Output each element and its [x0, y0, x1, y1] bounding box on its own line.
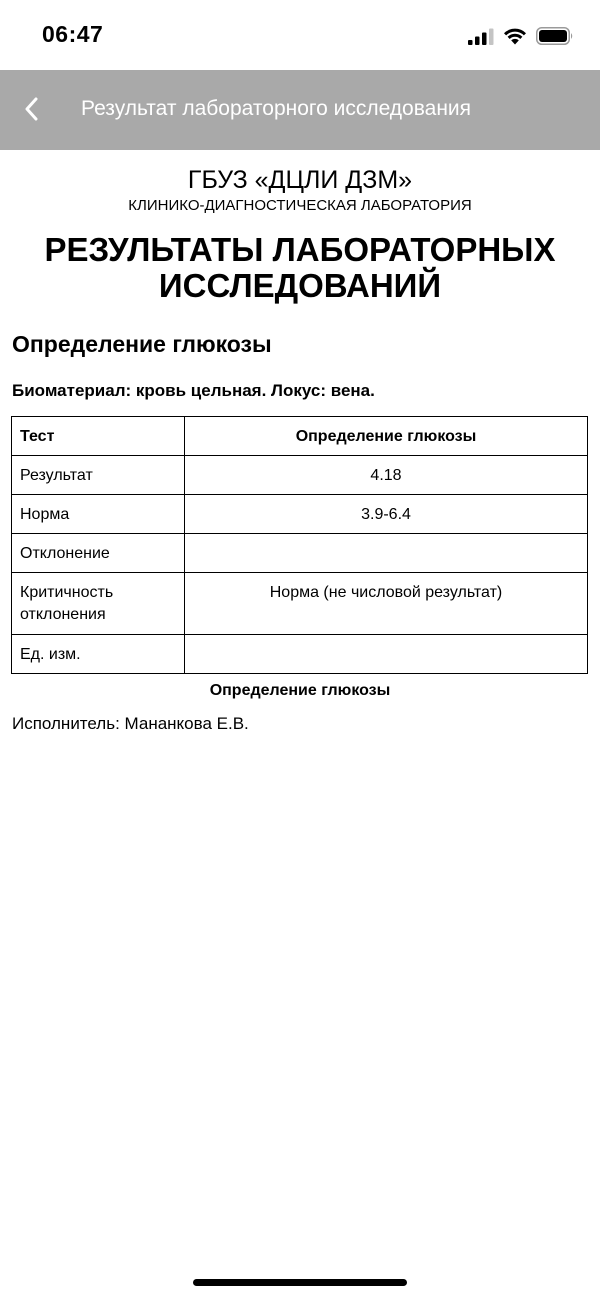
status-bar: [0, 0, 600, 70]
status-icons: [468, 24, 574, 48]
home-indicator[interactable]: [193, 1279, 407, 1286]
table-cell-value: [185, 534, 588, 573]
table-cell-label: Ед. изм.: [12, 635, 185, 674]
table-row: [12, 534, 588, 573]
report-title: РЕЗУЛЬТАТЫ ЛАБОРАТОРНЫХ ИССЛЕДОВАНИЙ: [44, 231, 556, 304]
back-button[interactable]: [14, 92, 48, 126]
navigation-bar: [0, 70, 600, 150]
table-cell-label: Тест: [12, 417, 185, 456]
table-cell-label: Результат: [12, 456, 185, 495]
lab-report: [0, 150, 600, 733]
page-title: Результат лабораторного исследования: [81, 97, 472, 120]
wifi-icon: [503, 27, 527, 45]
executor-name: Исполнитель: Мананкова Е.В.: [12, 714, 249, 733]
chevron-left-icon: [24, 97, 38, 121]
table-cell-label: Критичность отклонения: [12, 573, 185, 635]
footer-test-name: Определение глюкозы: [209, 682, 391, 699]
table-cell-label: Норма: [12, 495, 185, 534]
cellular-signal-icon: [468, 28, 494, 45]
table-cell-value: 4.18: [185, 456, 588, 495]
section-title: Определение глюкозы: [12, 331, 272, 357]
table-cell-label: Отклонение: [12, 534, 185, 573]
organization-subtitle: КЛИНИКО-ДИАГНОСТИЧЕСКАЯ ЛАБОРАТОРИЯ: [128, 197, 472, 214]
table-row: [12, 573, 588, 635]
table-cell-value: [185, 635, 588, 674]
table-row: [12, 495, 588, 534]
results-table: [11, 416, 588, 674]
status-time: 06:47: [42, 21, 104, 47]
table-row: [12, 456, 588, 495]
table-cell-value: Норма (не числовой результат): [185, 573, 588, 635]
biomaterial-info: Биоматериал: кровь цельная. Локус: вена.: [12, 381, 375, 400]
organization-name: ГБУЗ «ДЦЛИ ДЗМ»: [187, 166, 413, 194]
table-header-row: [12, 417, 588, 456]
table-cell-value: 3.9-6.4: [185, 495, 588, 534]
table-cell-value: Определение глюкозы: [185, 417, 588, 456]
table-row: [12, 635, 588, 674]
battery-icon: [536, 27, 574, 45]
